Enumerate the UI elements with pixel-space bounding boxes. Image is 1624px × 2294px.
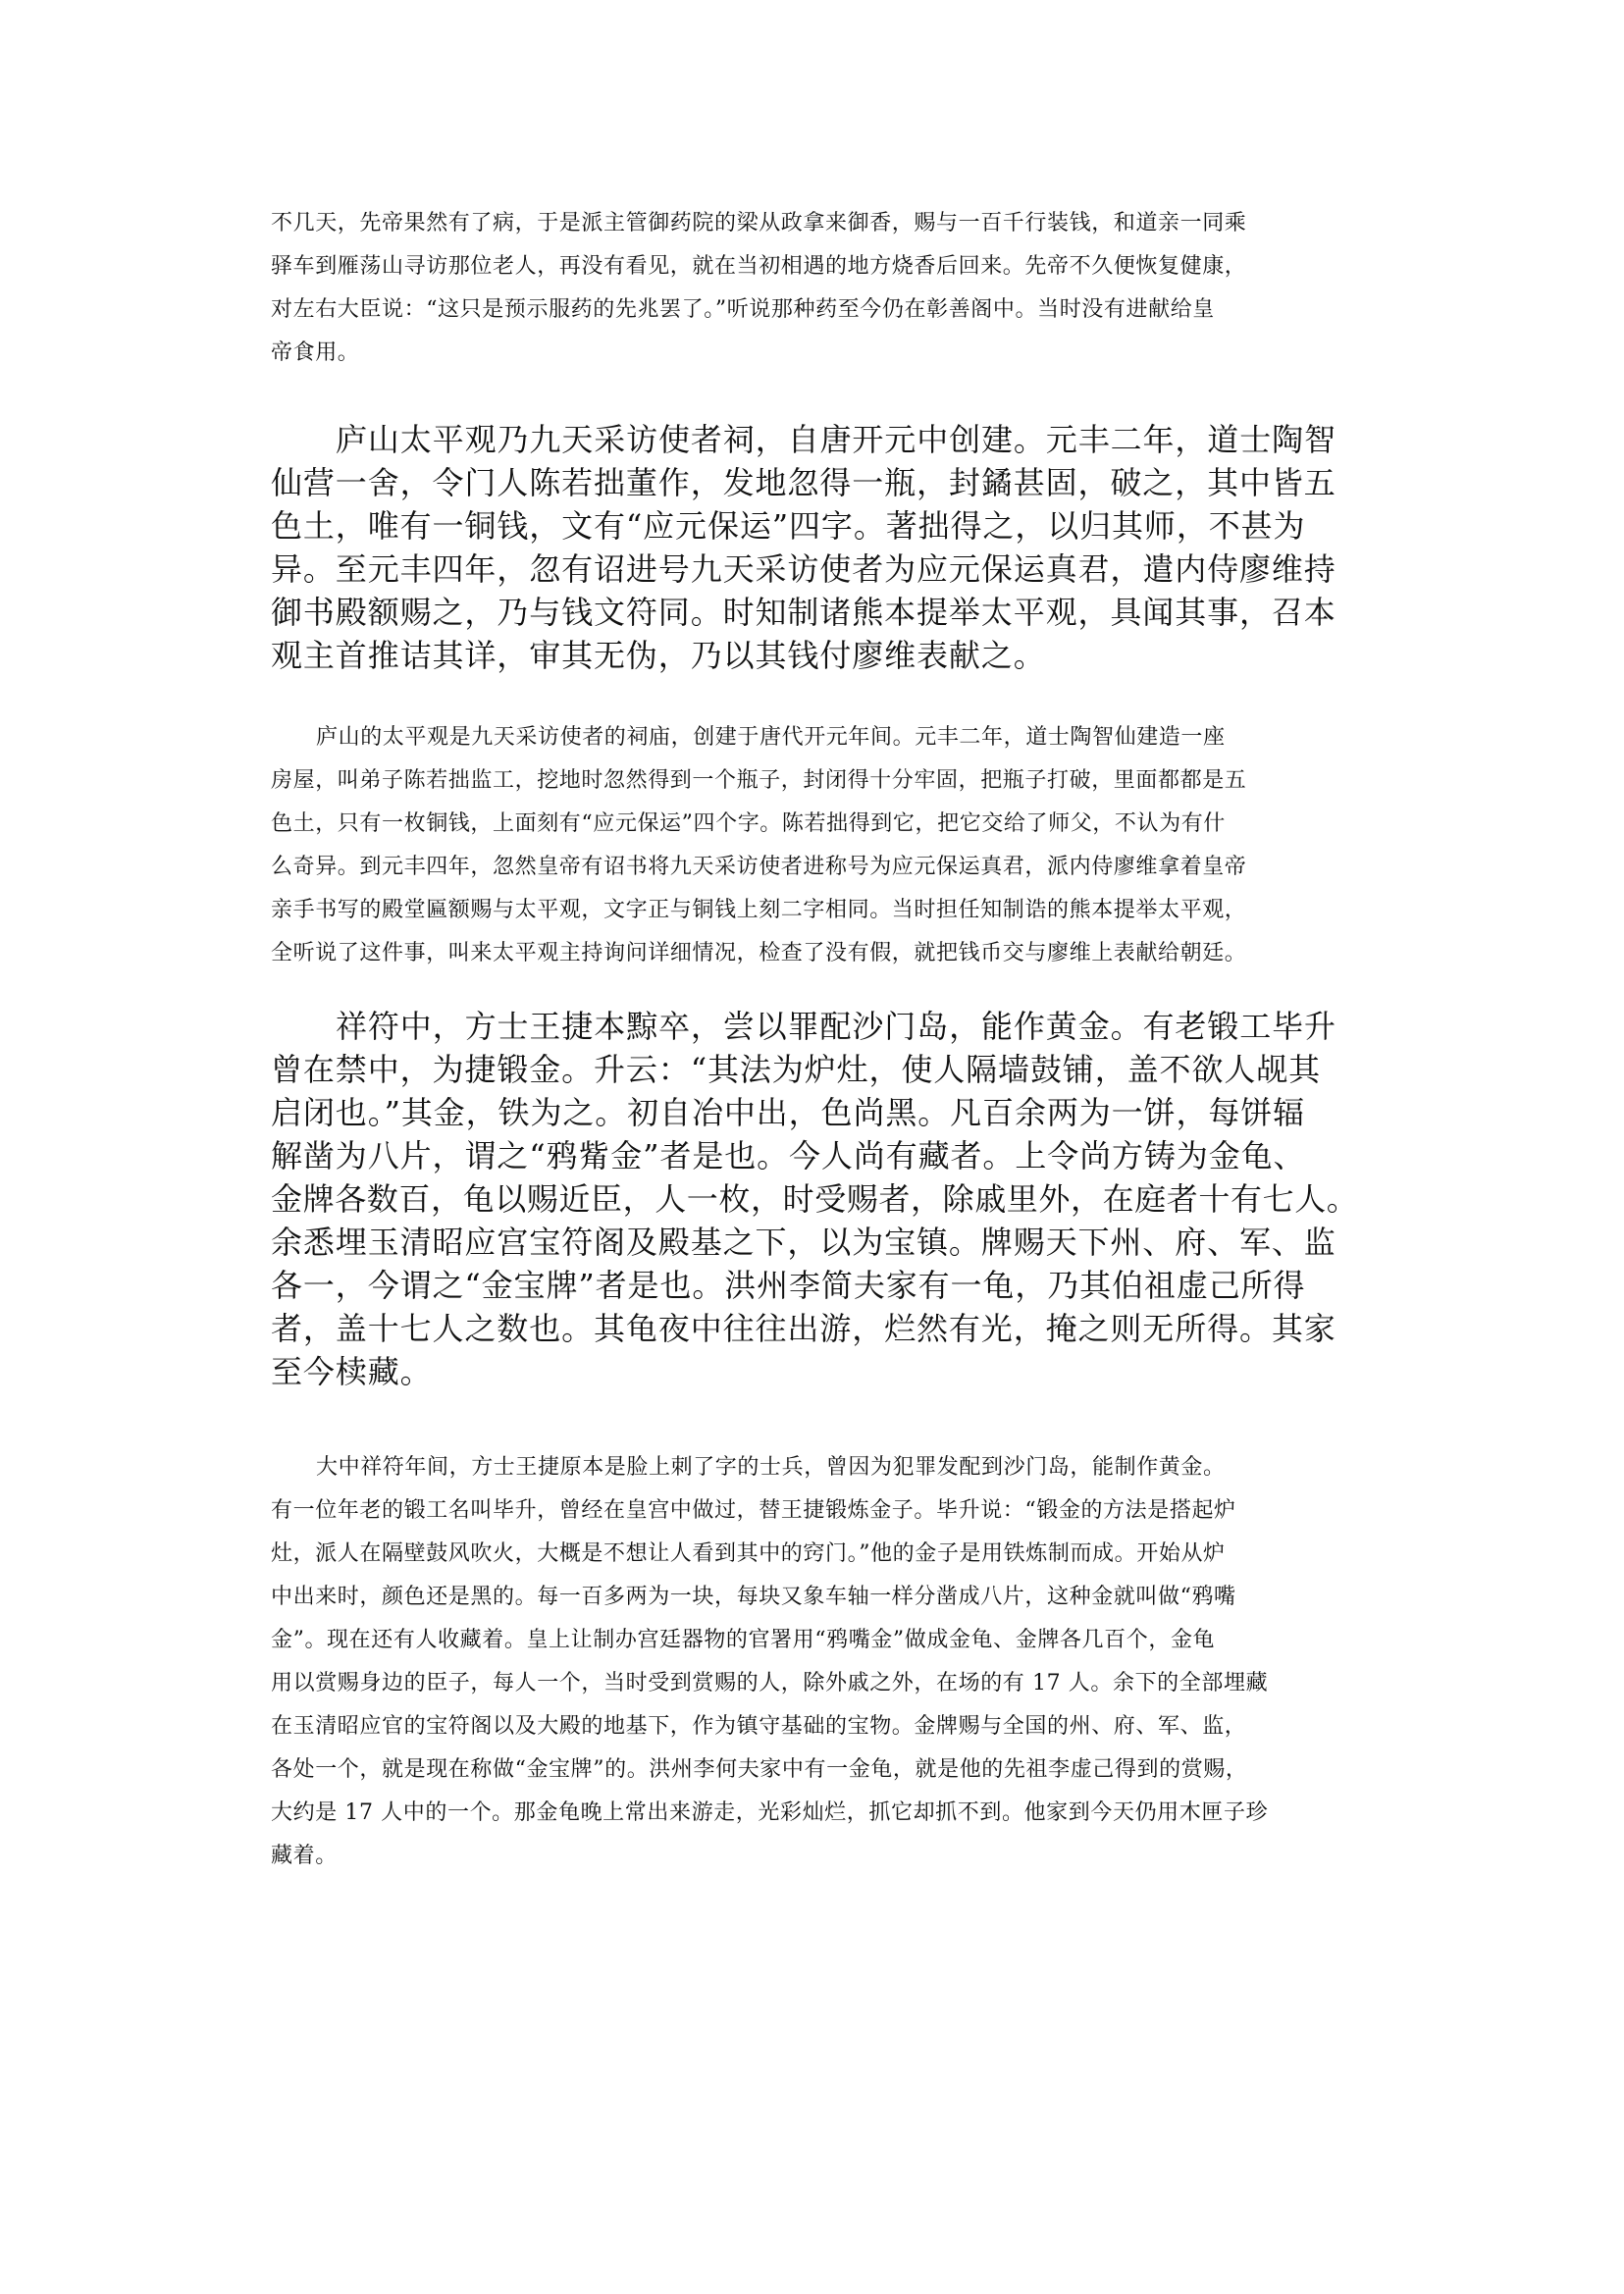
text-line: 灶，派人在隔壁鼓风吹火，大概是不想让人看到其中的窍门。”他的金子是用铁炼制而成。开始从炉 (271, 1541, 1226, 1566)
text-line: 全听说了这件事，叫来太平观主持询问详细情况，检查了没有假，就把钱币交与廖维上表献给朝廷。 (271, 941, 1247, 965)
text-line: 仙营一舍，令门人陈若拙董作，发地忽得一瓶，封鐍甚固，破之，其中皆五 (271, 464, 1336, 501)
text-line: 解凿为八片，谓之“鸦觜金”者是也。今人尚有藏者。上令尚方铸为金龟、 (271, 1137, 1306, 1174)
text-line: 祥符中，方士王捷本黥卒，尝以罪配沙门岛，能作黄金。有老锻工毕升 (336, 1008, 1336, 1045)
text-line: 至今椟藏。 (271, 1353, 433, 1390)
translation-paragraph-2 (271, 716, 1360, 975)
text-line: 观主首推诘其详，审其无伪，乃以其钱付廖维表献之。 (271, 637, 1046, 674)
text-line: 么奇异。到元丰四年，忽然皇帝有诏书将九天采访使者进称号为应元保运真君，派内侍廖维拿着皇帝 (271, 855, 1247, 879)
text-line: 异。至元丰四年，忽有诏进号九天采访使者为应元保运真君，遣内侍廖维持 (271, 550, 1336, 588)
text-line: 有一位年老的锻工名叫毕升，曾经在皇宫中做过，替王捷锻炼金子。毕升说：“锻金的方法是搭起炉 (271, 1498, 1236, 1523)
text-line: 庐山太平观乃九天采访使者祠，自唐开元中创建。元丰二年，道士陶智 (336, 421, 1336, 458)
text-line: 色土，唯有一铜钱，文有“应元保运”四字。著拙得之，以归其师，不甚为 (271, 507, 1306, 545)
text-line: 亲手书写的殿堂匾额赐与太平观，文字正与铜钱上刻二字相同。当时担任知制诰的熊本提举太平观， (271, 898, 1247, 922)
original-paragraph-1 (271, 418, 1360, 677)
text-line: 藏着。 (271, 1844, 338, 1868)
text-line: 启闭也。”其金，铁为之。初自冶中出，色尚黑。凡百余两为一饼，每饼辐 (271, 1094, 1306, 1131)
text-line: 驿车到雁荡山寻访那位老人，再没有看见，就在当初相遇的地方烧香后回来。先帝不久便恢复健康， (271, 254, 1247, 279)
text-line: 者，盖十七人之数也。其龟夜中往往出游，烂然有光，掩之则无所得。其家 (271, 1310, 1336, 1347)
text-line: 房屋，叫弟子陈若拙监工，挖地时忽然得到一个瓶子，封闭得十分牢固，把瓶子打破，里面都都是五 (271, 768, 1247, 793)
text-line: 帝食用。 (271, 340, 360, 365)
text-line: 大约是 17 人中的一个。那金龟晚上常出来游走，光彩灿烂，抓它却抓不到。他家到今天仍用木匣子珍 (271, 1800, 1269, 1825)
text-line: 余悉埋玉清昭应宫宝符阁及殿基之下，以为宝镇。牌赐天下州、府、军、监 (271, 1224, 1336, 1261)
text-line: 各处一个，就是现在称做“金宝牌”的。洪州李何夫家中有一金龟，就是他的先祖李虚己得到的赏赐， (271, 1757, 1248, 1782)
text-line: 大中祥符年间，方士王捷原本是脸上刺了字的士兵，曾因为犯罪发配到沙门岛，能制作黄金。 (316, 1455, 1226, 1480)
text-line: 在玉清昭应官的宝符阁以及大殿的地基下，作为镇守基础的宝物。金牌赐与全国的州、府、军、监， (271, 1714, 1247, 1739)
text-line: 用以赏赐身边的臣子，每人一个，当时受到赏赐的人，除外戚之外，在场的有 17 人。余下的全部埋藏 (271, 1671, 1269, 1695)
text-line: 中出来时，颜色还是黑的。每一百多两为一块，每块又象车轴一样分凿成八片，这种金就叫做“鸦嘴 (271, 1585, 1236, 1609)
translation-paragraph-3 (271, 1446, 1360, 1878)
translation-paragraph-1 (271, 202, 1360, 375)
text-line: 金牌各数百，龟以赐近臣，人一枚，时受赐者，除戚里外，在庭者十有七人。 (271, 1180, 1359, 1218)
text-line: 庐山的太平观是九天采访使者的祠庙，创建于唐代开元年间。元丰二年，道士陶智仙建造一座 (316, 725, 1226, 750)
text-line: 对左右大臣说：“这只是预示服药的先兆罢了。”听说那种药至今仍在彰善阁中。当时没有进献给皇 (271, 297, 1215, 322)
text-line: 金”。现在还有人收藏着。皇上让制办宫廷器物的官署用“鸦嘴金”做成金龟、金牌各几百个，金龟 (271, 1628, 1216, 1652)
text-line: 各一，今谓之“金宝牌”者是也。洪州李简夫家有一龟，乃其伯祖虚己所得 (271, 1267, 1306, 1304)
text-line: 曾在禁中，为捷锻金。升云：“其法为炉灶，使人隔墙鼓铺，盖不欲人觇其 (271, 1051, 1322, 1088)
text-line: 御书殿额赐之，乃与钱文符同。时知制诸熊本提举太平观，具闻其事，召本 (271, 594, 1336, 631)
text-line: 不几天，先帝果然有了病，于是派主管御药院的梁从政拿来御香，赐与一百千行装钱，和道亲一同乘 (271, 211, 1247, 235)
text-line: 色土，只有一枚铜钱，上面刻有“应元保运”四个字。陈若拙得到它，把它交给了师父，不认为有什 (271, 811, 1226, 836)
original-paragraph-2 (271, 1005, 1360, 1393)
